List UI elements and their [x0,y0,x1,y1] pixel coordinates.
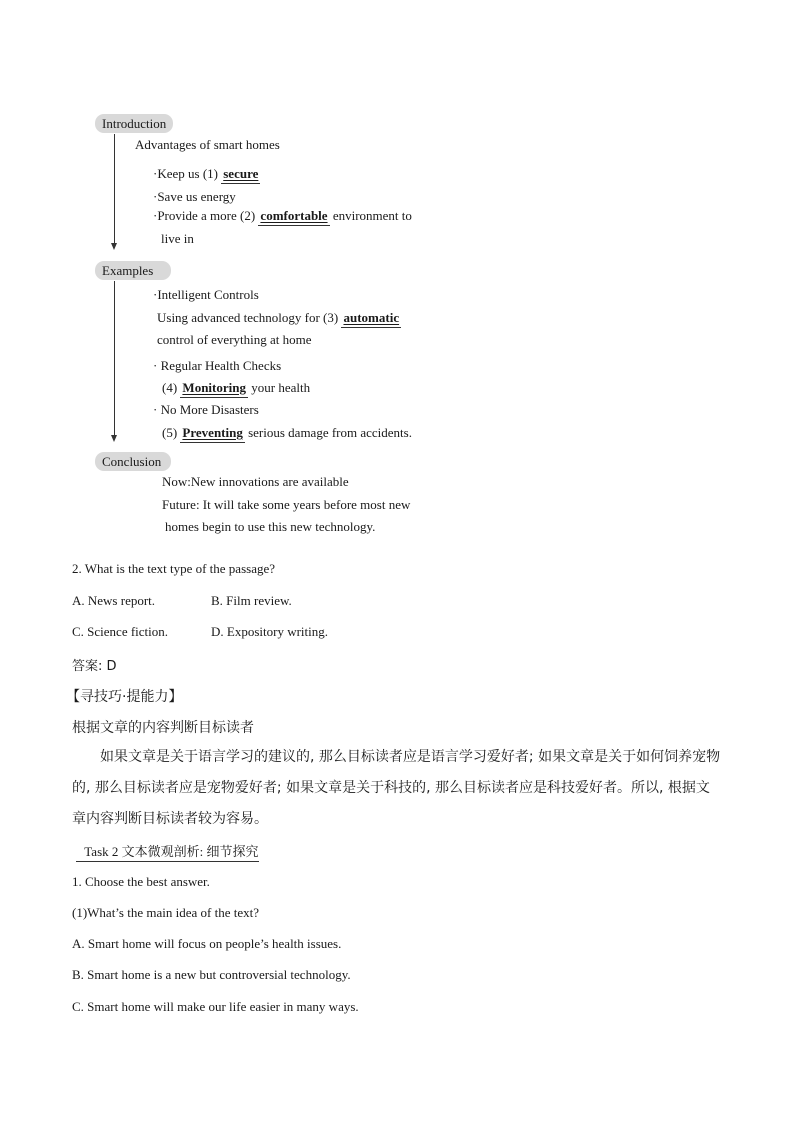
task2-instruction: 1. Choose the best answer. [72,874,210,889]
tips-paragraph: 如果文章是关于语言学习的建议的, 那么目标读者应是语言学习爱好者; 如果文章是关于如何饲养宠物的, 那么目标读者应是宠物爱好者; 如果文章是关于科技的, 那么目标读者应是科技爱好者。所以, 根据文章内容判断目标读者较为容易。 [72,749,721,827]
option-d: D. Expository writing. [211,624,328,639]
option-c: C. Science fiction. [72,624,169,639]
intro-bullet-3 [153,208,412,226]
arrow-down-icon [111,243,117,250]
example-1-line [157,310,401,328]
answer-1: secure [221,166,260,184]
bullet-text: ·Keep us (1) [153,166,222,181]
task2-title-text: Task 2 文本微观剖析: 细节探究 [84,844,259,859]
arrow-down-icon [111,435,117,442]
task2-option-b: B. Smart home is a new but controversial technology. [72,967,351,982]
task2-title [76,841,259,862]
bullet-text: (4) [162,380,181,395]
intro-bullet-1 [153,166,260,184]
tips-header: 【寻技巧·提能力】 [66,689,183,705]
option-b: B. Film review. [211,593,292,608]
arrow-line [114,281,115,436]
example-1-title: ·Intelligent Controls [153,287,259,302]
bullet-text: ·Provide a more (2) [153,208,259,223]
bullet-text: Using advanced technology for (3) [157,310,342,325]
bullet-text: serious damage from accidents. [244,425,412,440]
examples-label: Examples [95,261,171,280]
arrow-line [114,134,115,244]
conclusion-future: Future: It will take some years before most new [162,497,411,512]
task2-option-a: A. Smart home will focus on people’s health issues. [72,936,342,951]
conclusion-label: Conclusion [95,452,171,471]
conclusion-now: Now:New innovations are available [162,474,349,489]
example-2-line [162,380,310,398]
answer-5: Preventing [180,425,244,443]
tips-subtitle: 根据文章的内容判断目标读者 [72,720,254,736]
question-2: 2. What is the text type of the passage? [72,561,276,576]
option-a: A. News report. [72,593,156,608]
intro-heading: Advantages of smart homes [135,137,280,152]
answer-2: comfortable [258,208,329,226]
conclusion-future-cont: homes begin to use this new technology. [165,519,376,534]
example-1-cont: control of everything at home [157,332,312,347]
intro-bullet-2: ·Save us energy [153,189,236,204]
bullet-text: (5) [162,425,181,440]
bullet-text: your health [247,380,311,395]
introduction-label: Introduction [95,114,173,133]
intro-bullet-3-cont: live in [161,231,194,246]
example-3-line [162,425,412,443]
answer-4: Monitoring [180,380,248,398]
task2-question-1: (1)What’s the main idea of the text? [72,905,259,920]
example-2-title: · Regular Health Checks [153,358,282,373]
answer-label: 答案: D [72,659,117,674]
example-3-title: · No More Disasters [153,402,259,417]
task2-option-c: C. Smart home will make our life easier in many ways. [72,999,359,1014]
bullet-text: environment to [329,208,412,223]
answer-3: automatic [341,310,401,328]
